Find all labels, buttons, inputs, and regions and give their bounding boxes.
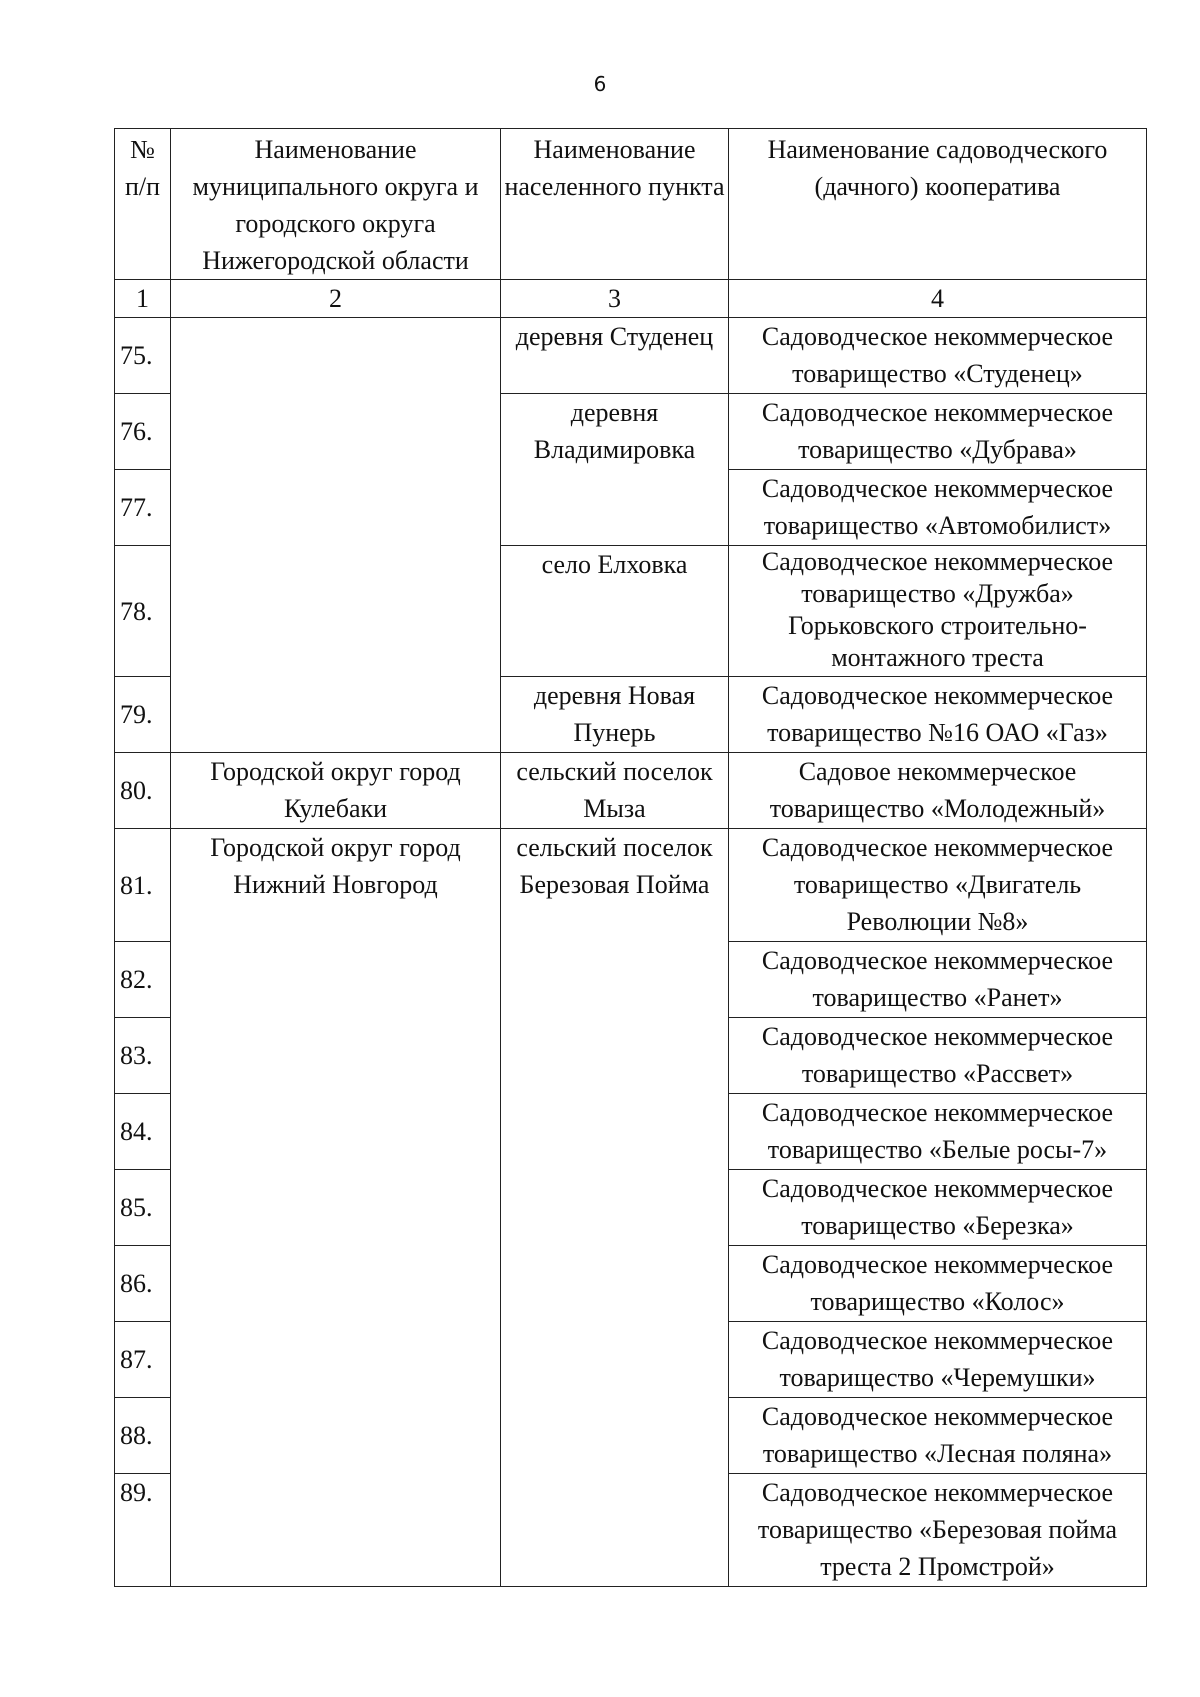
row-number: 83. <box>115 1018 171 1094</box>
cooperative-cell: Садоводческое некоммерческое товарищество «Березовая пойма треста 2 Промстрой» <box>729 1474 1147 1587</box>
header-number: № п/п <box>115 129 171 280</box>
cooperative-cell: Садоводческое некоммерческое товарищество «Дубрава» <box>729 394 1147 470</box>
column-number: 2 <box>171 280 501 318</box>
row-number: 81. <box>115 829 171 942</box>
cooperative-cell: Садоводческое некоммерческое товарищество «Черемушки» <box>729 1322 1147 1398</box>
cooperative-cell: Садоводческое некоммерческое товарищество «Студенец» <box>729 318 1147 394</box>
cooperative-cell: Садоводческое некоммерческое товарищество «Двигатель Революции №8» <box>729 829 1147 942</box>
table-row <box>115 753 1147 829</box>
column-number: 3 <box>501 280 729 318</box>
cooperative-cell: Садоводческое некоммерческое товарищество «Колос» <box>729 1246 1147 1322</box>
row-number: 75. <box>115 318 171 394</box>
row-number: 79. <box>115 677 171 753</box>
cooperative-cell: Садовое некоммерческое товарищество «Молодежный» <box>729 753 1147 829</box>
header-settlement: Наименование населенного пункта <box>501 129 729 280</box>
header-cooperative: Наименование садоводческого (дачного) кооператива <box>729 129 1147 280</box>
cooperatives-table <box>114 128 1147 1587</box>
settlement-cell: сельский поселок Березовая Пойма <box>501 829 729 1587</box>
row-number: 76. <box>115 394 171 470</box>
table-row <box>115 318 1147 394</box>
settlement-cell: деревня Новая Пунерь <box>501 677 729 753</box>
cooperative-cell: Садоводческое некоммерческое товарищество «Лесная поляна» <box>729 1398 1147 1474</box>
district-cell: Городской округ город Кулебаки <box>171 753 501 829</box>
row-number: 80. <box>115 753 171 829</box>
district-cell <box>171 318 501 753</box>
table-header-row <box>115 129 1147 280</box>
cooperative-cell: Садоводческое некоммерческое товарищество «Березка» <box>729 1170 1147 1246</box>
table-row <box>115 829 1147 942</box>
settlement-cell: деревня Студенец <box>501 318 729 394</box>
row-number: 82. <box>115 942 171 1018</box>
district-cell: Городской округ город Нижний Новгород <box>171 829 501 1587</box>
page-number: 6 <box>593 72 607 96</box>
row-number: 89. <box>115 1474 171 1587</box>
row-number: 78. <box>115 546 171 677</box>
column-number: 4 <box>729 280 1147 318</box>
row-number: 77. <box>115 470 171 546</box>
cooperative-cell: Садоводческое некоммерческое товарищество «Рассвет» <box>729 1018 1147 1094</box>
cooperative-cell: Садоводческое некоммерческое товарищество «Дружба» Горьковского строительно-монтажного треста <box>729 546 1147 677</box>
row-number: 87. <box>115 1322 171 1398</box>
column-number-row <box>115 280 1147 318</box>
column-number: 1 <box>115 280 171 318</box>
row-number: 85. <box>115 1170 171 1246</box>
settlement-cell: сельский поселок Мыза <box>501 753 729 829</box>
cooperative-cell: Садоводческое некоммерческое товарищество «Белые росы-7» <box>729 1094 1147 1170</box>
cooperative-cell: Садоводческое некоммерческое товарищество «Ранет» <box>729 942 1147 1018</box>
row-number: 86. <box>115 1246 171 1322</box>
row-number: 88. <box>115 1398 171 1474</box>
settlement-cell: село Елховка <box>501 546 729 677</box>
row-number: 84. <box>115 1094 171 1170</box>
cooperative-cell: Садоводческое некоммерческое товарищество «Автомобилист» <box>729 470 1147 546</box>
header-district: Наименование муниципального округа и городского округа Нижегородской области <box>171 129 501 280</box>
settlement-cell: деревня Владимировка <box>501 394 729 546</box>
cooperative-cell: Садоводческое некоммерческое товарищество №16 ОАО «Газ» <box>729 677 1147 753</box>
